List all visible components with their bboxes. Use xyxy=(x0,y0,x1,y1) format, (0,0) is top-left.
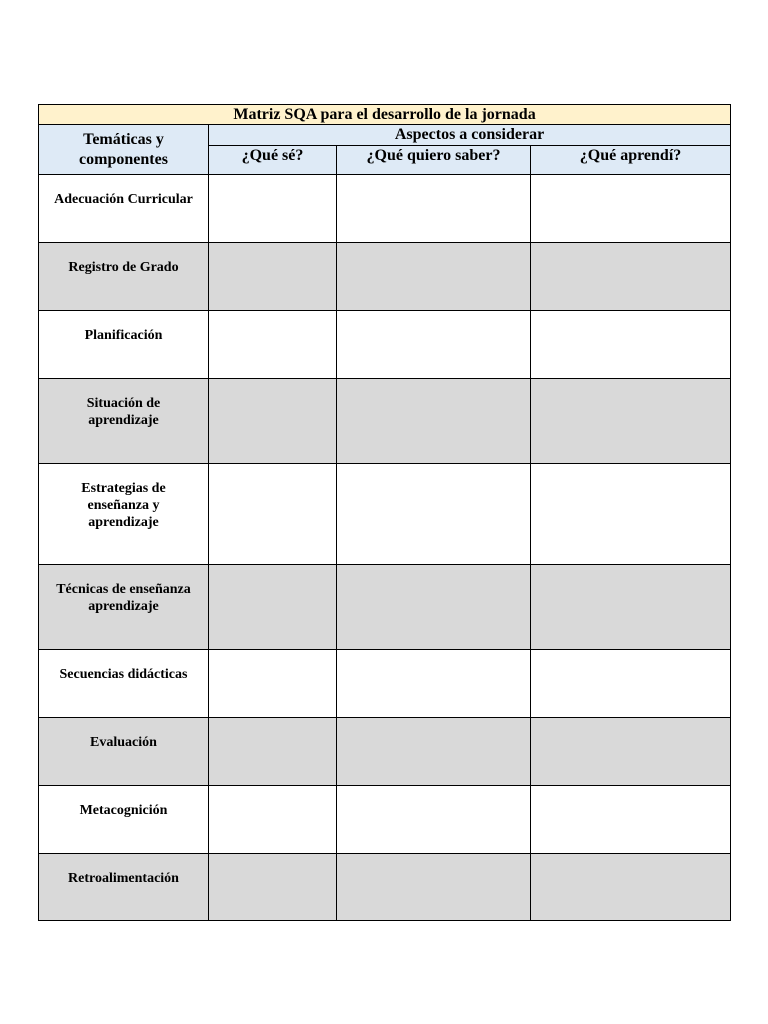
table-row xyxy=(39,311,731,379)
topic-label: Retroalimentación xyxy=(68,871,179,886)
answer-cell-que-aprendi[interactable] xyxy=(531,464,731,565)
topic-cell xyxy=(39,565,209,650)
topic-label: Técnicas de enseñanza aprendizaje xyxy=(56,582,191,614)
answer-cell-que-aprendi[interactable] xyxy=(531,311,731,379)
topic-label: Estrategias de enseñanza y aprendizaje xyxy=(81,481,166,530)
answer-cell-que-aprendi[interactable] xyxy=(531,175,731,243)
topics-header xyxy=(39,125,209,175)
table-body xyxy=(39,175,731,921)
topic-label: Situación de aprendizaje xyxy=(86,396,161,428)
table-row xyxy=(39,243,731,311)
table-row xyxy=(39,718,731,786)
topic-label: Metacognición xyxy=(79,803,168,818)
answer-cell-que-aprendi[interactable] xyxy=(531,243,731,311)
topic-label: Registro de Grado xyxy=(68,260,179,275)
table-row xyxy=(39,565,731,650)
answer-cell-que-se[interactable] xyxy=(209,379,337,464)
topic-label: Secuencias didácticas xyxy=(59,667,188,682)
table-row xyxy=(39,786,731,854)
aspects-header: Aspectos a considerar xyxy=(209,125,731,146)
topic-label: Adecuación Curricular xyxy=(54,192,193,207)
answer-cell-que-quiero-saber[interactable] xyxy=(337,175,531,243)
answer-cell-que-quiero-saber[interactable] xyxy=(337,379,531,464)
topic-cell xyxy=(39,786,209,854)
topic-label: Evaluación xyxy=(90,735,157,750)
answer-cell-que-quiero-saber[interactable] xyxy=(337,464,531,565)
topic-cell xyxy=(39,854,209,921)
topic-cell xyxy=(39,650,209,718)
answer-cell-que-se[interactable] xyxy=(209,311,337,379)
answer-cell-que-aprendi[interactable] xyxy=(531,379,731,464)
answer-cell-que-quiero-saber[interactable] xyxy=(337,854,531,921)
answer-cell-que-quiero-saber[interactable] xyxy=(337,786,531,854)
answer-cell-que-aprendi[interactable] xyxy=(531,650,731,718)
table-title: Matriz SQA para el desarrollo de la jornada xyxy=(39,105,731,125)
topic-label: Planificación xyxy=(84,328,163,343)
topics-header-label: Temáticas y componentes xyxy=(79,130,168,168)
topic-cell xyxy=(39,243,209,311)
answer-cell-que-aprendi[interactable] xyxy=(531,854,731,921)
answer-cell-que-aprendi[interactable] xyxy=(531,786,731,854)
table-row xyxy=(39,379,731,464)
answer-cell-que-quiero-saber[interactable] xyxy=(337,311,531,379)
answer-cell-que-quiero-saber[interactable] xyxy=(337,243,531,311)
table-row xyxy=(39,854,731,921)
topic-cell xyxy=(39,311,209,379)
topic-cell xyxy=(39,718,209,786)
column-header-que-quiero-saber: ¿Qué quiero saber? xyxy=(337,146,531,175)
topic-cell xyxy=(39,175,209,243)
answer-cell-que-aprendi[interactable] xyxy=(531,718,731,786)
answer-cell-que-quiero-saber[interactable] xyxy=(337,650,531,718)
answer-cell-que-quiero-saber[interactable] xyxy=(337,565,531,650)
sqa-matrix-table xyxy=(38,104,731,921)
column-header-que-se: ¿Qué sé? xyxy=(209,146,337,175)
column-header-que-aprendi: ¿Qué aprendí? xyxy=(531,146,731,175)
answer-cell-que-aprendi[interactable] xyxy=(531,565,731,650)
answer-cell-que-quiero-saber[interactable] xyxy=(337,718,531,786)
answer-cell-que-se[interactable] xyxy=(209,650,337,718)
answer-cell-que-se[interactable] xyxy=(209,565,337,650)
answer-cell-que-se[interactable] xyxy=(209,243,337,311)
table-row xyxy=(39,650,731,718)
answer-cell-que-se[interactable] xyxy=(209,718,337,786)
header-row-top xyxy=(39,125,731,146)
answer-cell-que-se[interactable] xyxy=(209,464,337,565)
table-row xyxy=(39,175,731,243)
answer-cell-que-se[interactable] xyxy=(209,854,337,921)
topic-cell xyxy=(39,464,209,565)
answer-cell-que-se[interactable] xyxy=(209,175,337,243)
answer-cell-que-se[interactable] xyxy=(209,786,337,854)
topic-cell xyxy=(39,379,209,464)
title-row xyxy=(39,105,731,125)
table-row xyxy=(39,464,731,565)
